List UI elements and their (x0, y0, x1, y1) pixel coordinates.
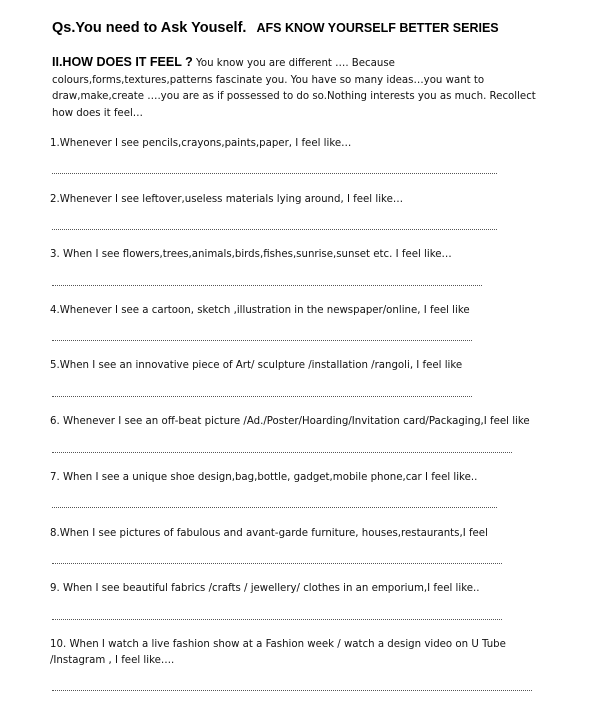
question-6: 6. Whenever I see an off-beat picture /Ad./Poster/Hoarding/Invitation card/Packaging,I feel like (50, 416, 530, 427)
question-5: 5.When I see an innovative piece of Art/ sculpture /installation /rangoli, I feel like (50, 360, 463, 371)
answer-line-7[interactable] (52, 507, 497, 508)
question-10: 10. When I watch a live fashion show at a Fashion week / watch a design video on U Tube /Instagram , I feel like…. (50, 639, 506, 666)
answer-line-10[interactable] (52, 690, 532, 691)
question-7: 7. When I see a unique shoe design,bag,bottle, gadget,mobile phone,car I feel like.. (50, 472, 478, 483)
section-intro (52, 54, 552, 122)
section-heading: II.HOW DOES IT FEEL ? (52, 55, 193, 69)
answer-line-3[interactable] (52, 285, 482, 286)
question-2: 2.Whenever I see leftover,useless materials lying around, I feel like… (50, 194, 404, 205)
series-name: AFS KNOW YOURSELF BETTER SERIES (256, 21, 499, 35)
answer-line-5[interactable] (52, 396, 472, 397)
answer-line-1[interactable] (52, 173, 497, 174)
question-9: 9. When I see beautiful fabrics /crafts / jewellery/ clothes in an emporium,I feel like.. (50, 583, 480, 594)
answer-line-6[interactable] (52, 452, 512, 453)
title-text: Qs.You need to Ask Youself. (52, 20, 247, 36)
question-8: 8.When I see pictures of fabulous and avant-garde furniture, houses,restaurants,I feel (50, 528, 488, 539)
worksheet-title (52, 20, 499, 36)
question-4: 4.Whenever I see a cartoon, sketch ,illustration in the newspaper/online, I feel like (50, 305, 470, 316)
question-1: 1.Whenever I see pencils,crayons,paints,paper, I feel like… (50, 138, 352, 149)
answer-line-4[interactable] (52, 340, 472, 341)
section-intro-text: You know you are different …. Because colours,forms,textures,patterns fascinate you. You have so many ideas…you want to draw,make,create ….you are as if possessed to do so.Nothing interests you as much. Recollect how does it feel… (52, 58, 536, 119)
answer-line-8[interactable] (52, 563, 502, 564)
answer-line-9[interactable] (52, 619, 502, 620)
question-3: 3. When I see flowers,trees,animals,birds,fishes,sunrise,sunset etc. I feel like… (50, 249, 452, 260)
answer-line-2[interactable] (52, 229, 497, 230)
